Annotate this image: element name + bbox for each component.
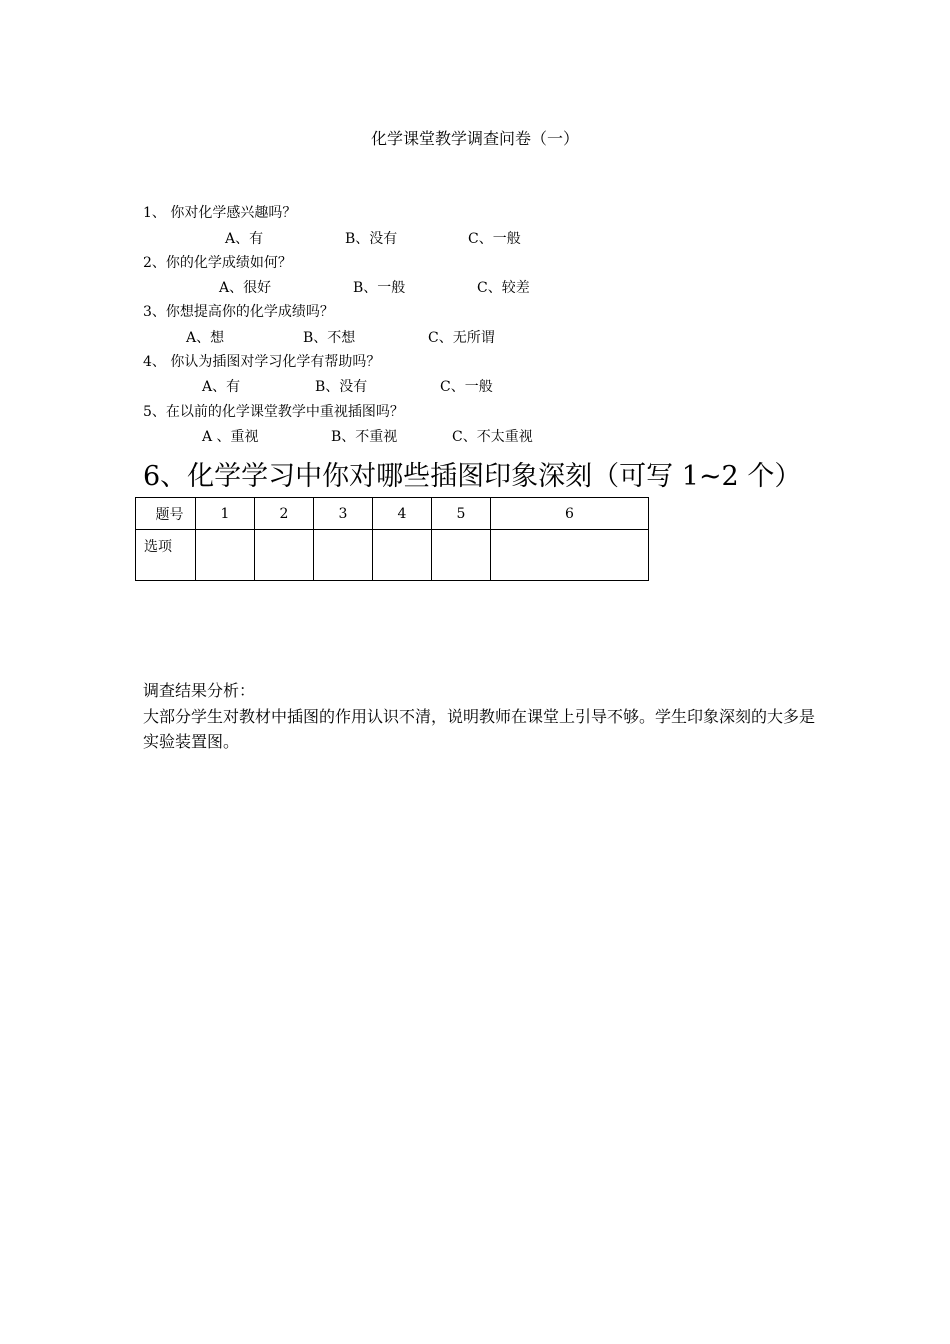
q4-option-b: B、没有 — [315, 379, 368, 395]
answer-table — [135, 497, 649, 581]
q4-option-a: A、有 — [202, 379, 241, 395]
question-6: 6、化学学习中你对哪些插图印象深刻（可写 1~2 个） — [143, 461, 802, 492]
question-3: 3、你想提高你的化学成绩吗？ — [143, 304, 334, 320]
answer-cell-2[interactable] — [255, 530, 314, 581]
question-1: 1、 你对化学感兴趣吗？ — [143, 205, 297, 221]
column-header: 4 — [373, 498, 432, 530]
answer-cell-3[interactable] — [314, 530, 373, 581]
analysis-text: 大部分学生对教材中插图的作用认识不清，说明教师在课堂上引导不够。学生印象深刻的大多是实验装置图。 — [143, 707, 816, 751]
q5-option-a: A 、重视 — [202, 429, 259, 445]
question-4: 4、 你认为插图对学习化学有帮助吗？ — [143, 354, 381, 370]
column-header: 2 — [255, 498, 314, 530]
q1-option-b: B、没有 — [345, 231, 398, 247]
q4-option-c: C、一般 — [440, 379, 493, 395]
row-label-cell: 选项 — [136, 530, 196, 581]
question-2: 2、你的化学成绩如何？ — [143, 255, 292, 271]
page-title: 化学课堂教学调查问卷（一） — [370, 129, 579, 148]
header-label-cell: 题号 — [136, 498, 196, 530]
q2-option-a: A、很好 — [219, 280, 272, 296]
q5-option-c: C、不太重视 — [452, 429, 533, 445]
table-answer-row — [136, 530, 649, 581]
q1-option-c: C、一般 — [468, 231, 521, 247]
column-header: 6 — [491, 498, 649, 530]
analysis-title: 调查结果分析： — [143, 681, 256, 700]
column-header: 5 — [432, 498, 491, 530]
q2-option-b: B、一般 — [353, 280, 406, 296]
answer-cell-1[interactable] — [196, 530, 255, 581]
answer-cell-4[interactable] — [373, 530, 432, 581]
column-header: 3 — [314, 498, 373, 530]
q2-option-c: C、较差 — [477, 280, 530, 296]
column-header: 1 — [196, 498, 255, 530]
table-header-row — [136, 498, 649, 530]
q1-option-a: A、有 — [225, 231, 264, 247]
q3-option-a: A、想 — [186, 330, 225, 346]
q3-option-c: C、无所谓 — [428, 330, 495, 346]
question-5: 5、在以前的化学课堂教学中重视插图吗？ — [143, 404, 404, 420]
q3-option-b: B、不想 — [303, 330, 356, 346]
q5-option-b: B、不重视 — [331, 429, 398, 445]
answer-cell-6[interactable] — [491, 530, 649, 581]
answer-cell-5[interactable] — [432, 530, 491, 581]
